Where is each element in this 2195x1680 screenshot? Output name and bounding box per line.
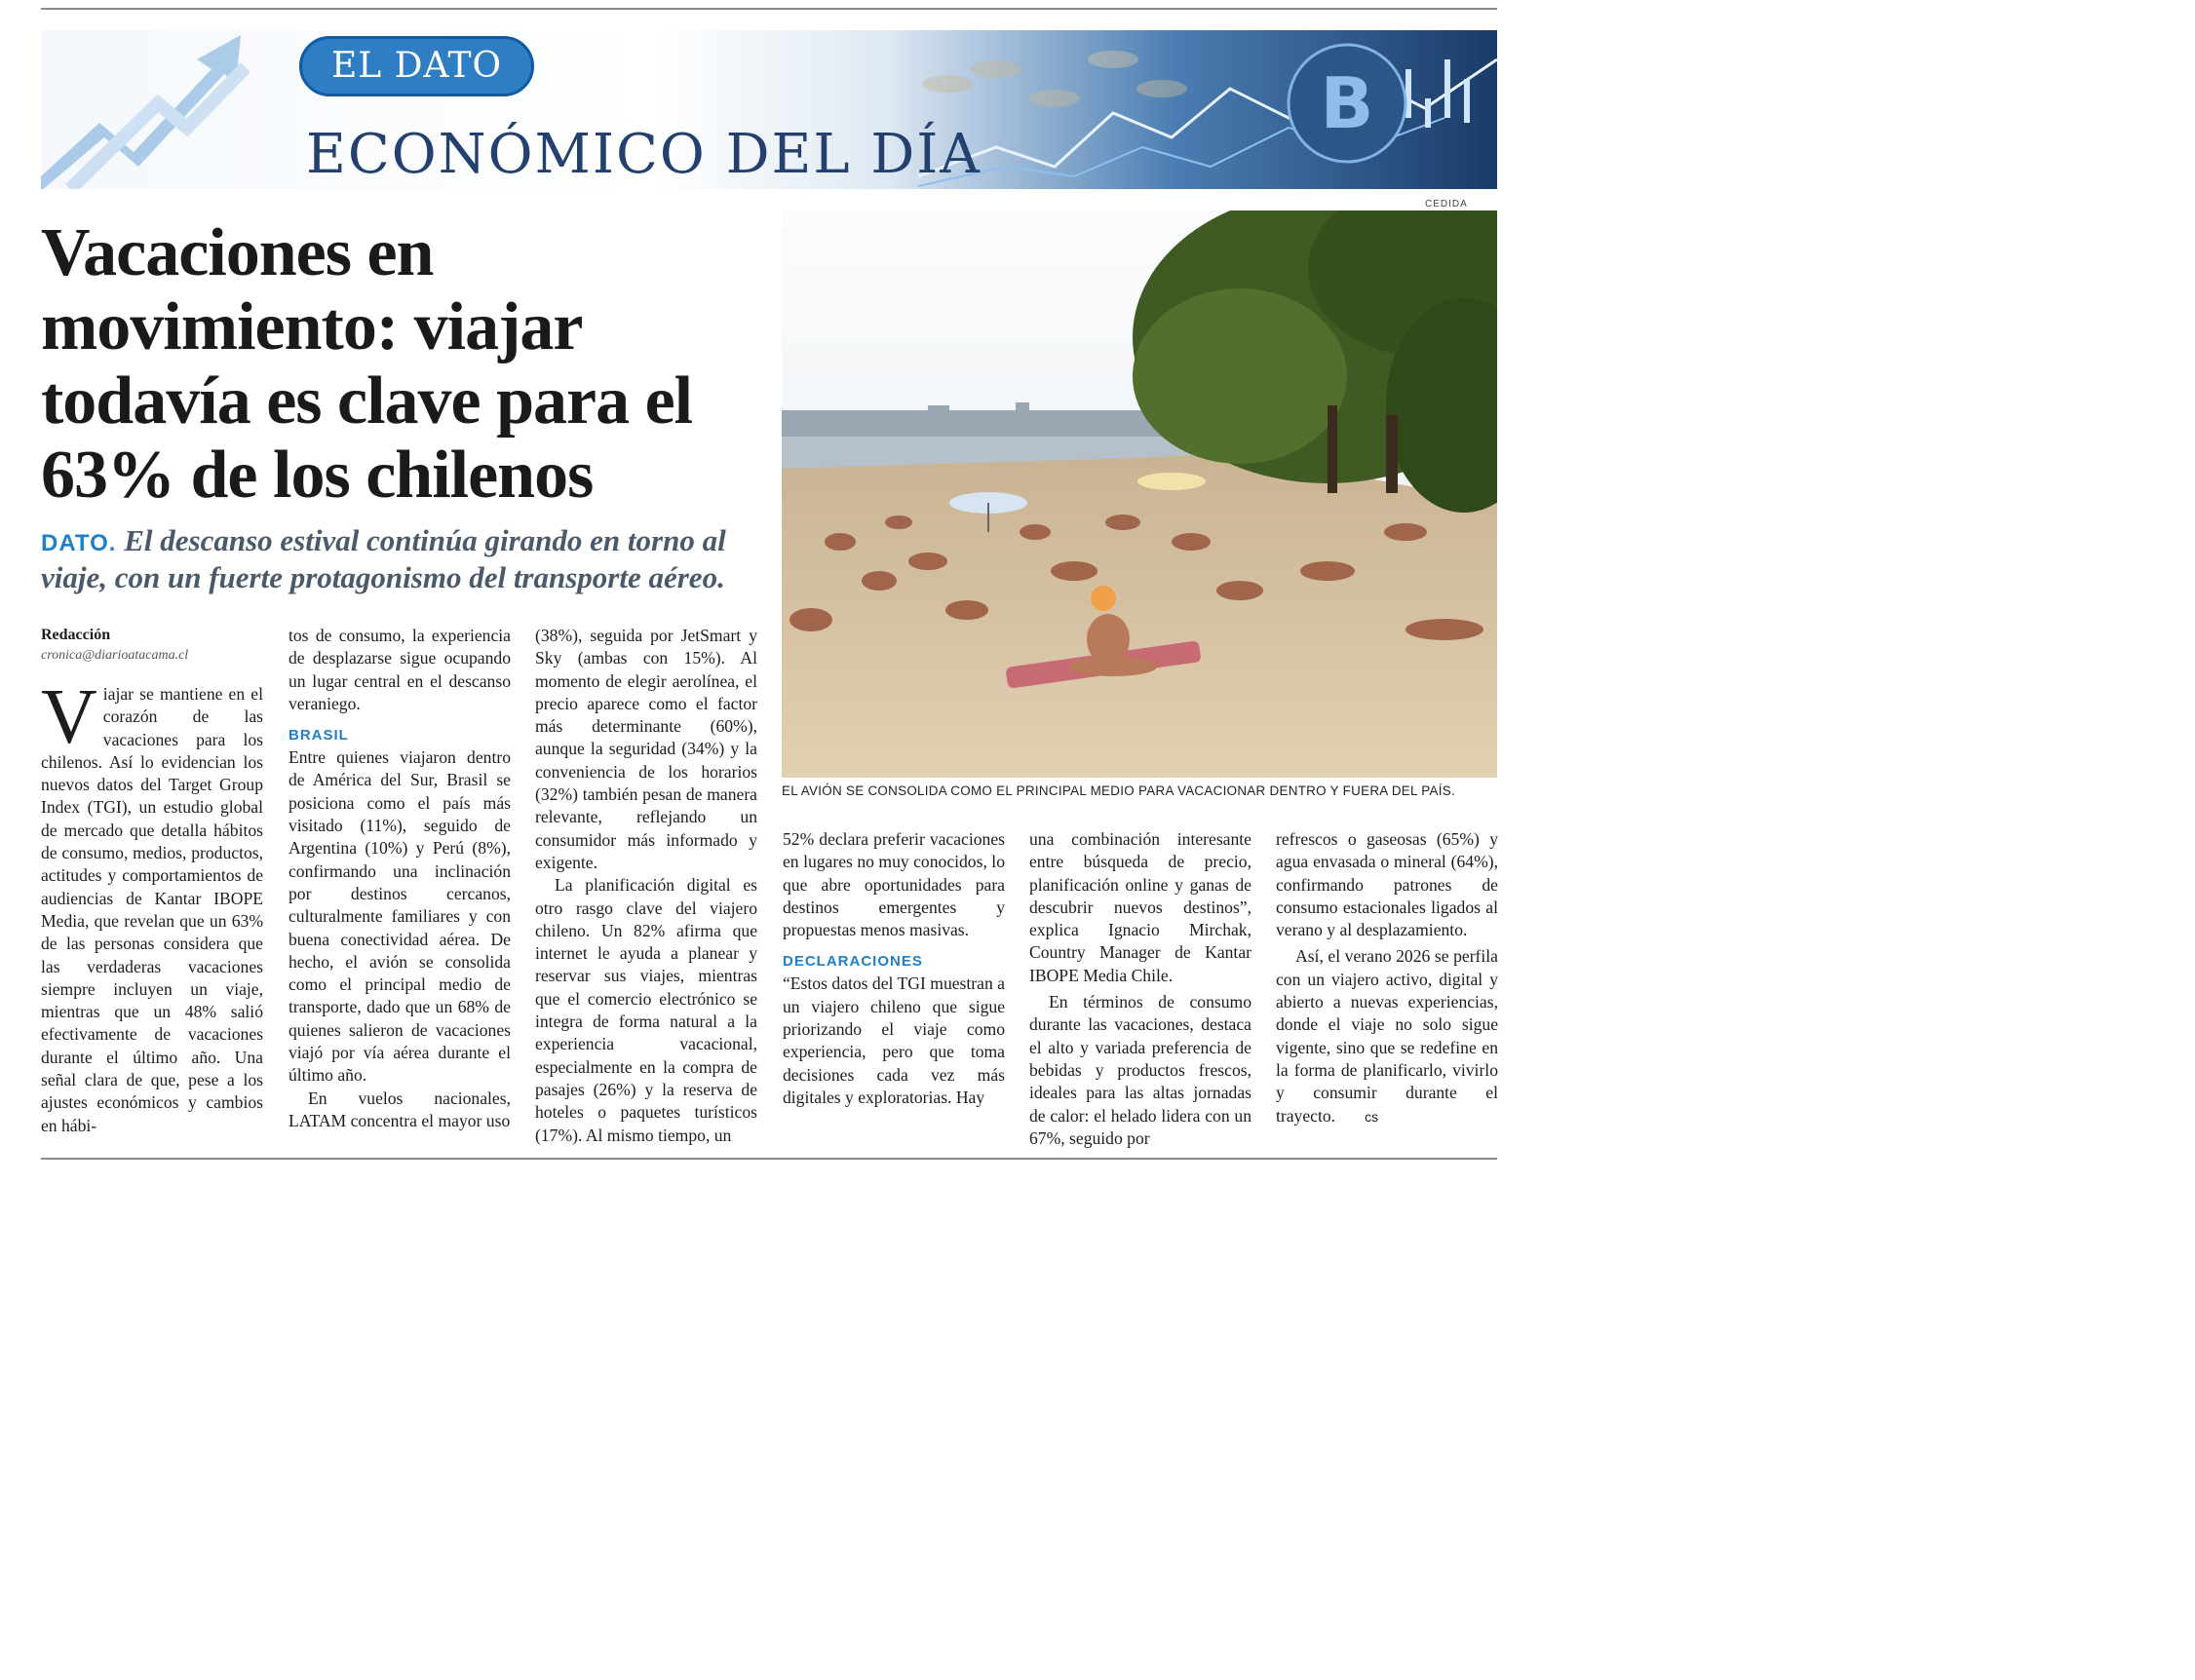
coins-icon xyxy=(922,51,1187,107)
column-1-text xyxy=(41,674,263,1137)
column-5 xyxy=(1029,828,1252,1150)
article-lead xyxy=(41,523,772,594)
column-6 xyxy=(1276,828,1498,1128)
column-2 xyxy=(289,625,511,1132)
column-3-text-b: La planificación digital es otro rasgo clave del viajero chileno. Un 82% afirma que internet le ayuda a planear y reservar sus viajes, mientras que el comercio electrónico se integra de forma natural a la experiencia vacacional, especialmente en la compra de pasajes (26%) y la reserva de hoteles o paquetes turísticos (17%). Al mismo tiempo, un xyxy=(535,875,757,1145)
column-5-text-b: En términos de consumo durante las vacaciones, destaca el alto y variada preferencia de bebidas y productos frescos, ideales para las altas jornadas de calor: el helado lidera con un 67%, seguido por xyxy=(1029,992,1252,1148)
beach-scene-image xyxy=(782,210,1497,778)
column-6-text-a: refrescos o gaseosas (65%) y agua envasada o mineral (64%), confirmando patrones de consumo estacionales ligados al verano y al desplazamiento. xyxy=(1276,829,1498,940)
photo-credit: CEDIDA xyxy=(1425,199,1468,210)
column-1 xyxy=(41,625,263,1137)
growth-arrows-icon xyxy=(41,35,246,189)
subhead-declaraciones: DECLARACIONES xyxy=(783,953,923,971)
author-email[interactable]: cronica@diarioatacama.cl xyxy=(41,648,189,663)
column-4-text-a: 52% declara preferir vacaciones en lugares no muy conocidos, lo que abre oportunidades para destinos emergentes y propuestas menos masivas. xyxy=(783,829,1005,940)
subhead-brasil: BRASIL xyxy=(289,727,349,745)
column-2-text-a: tos de consumo, la experiencia de desplazarse sigue ocupando un lugar central en el descanso veraniego. xyxy=(289,626,511,713)
dropcap: V xyxy=(41,674,97,760)
bottom-rule xyxy=(41,1158,1497,1160)
column-6-text-b xyxy=(1276,945,1498,1127)
column-1-body: iajar se mantiene en el corazón de las vacaciones para los chilenos. Así lo evidencian los nuevos datos del Target Group Index (TGI), un estudio global de mercado que detalla hábitos de consumo, medios, productos, actitudes y comportamientos de audiencias de Kantar IBOPE Media, que revelan que un 63% de las personas considera que las verdaderas vacaciones siempre incluyen un viaje, mientras que un 48% salió efectivamente de vacaciones durante el último año. Una señal clara de que, pese a los ajustes económicos y cambios en hábi- xyxy=(41,684,263,1135)
column-5-text-a: una combinación interesante entre búsqueda de precio, planificación online y ganas de descubrir nuevos destinos”, explica Ignacio Mirchak, Country Manager de Kantar IBOPE Media Chile. xyxy=(1029,829,1252,985)
beach-photo xyxy=(782,210,1497,778)
banner-tag: EL DATO xyxy=(299,36,534,96)
lead-text: El descanso estival continúa girando en torno al viaje, con un fuerte protagonismo del transporte aéreo. xyxy=(41,523,726,594)
column-4 xyxy=(783,828,1005,1109)
sand xyxy=(782,454,1497,778)
lead-tag: DATO. xyxy=(41,530,117,556)
article-headline: Vacaciones en movimiento: viajar todavía es clave para el 63% de los chilenos xyxy=(41,215,693,513)
svg-text:B: B xyxy=(1320,62,1374,144)
byline: Redacción xyxy=(41,627,111,643)
column-3-text-a: (38%), seguida por JetSmart y Sky (ambas con 15%). Al momento de elegir aerolínea, el precio aparece como el factor más determinante (60%), aunque la seguridad (34%) y la conveniencia de los horarios (32%) también pesan de manera relevante, reflejando un consumidor más informado y exigente. xyxy=(535,626,757,872)
end-mark: cs xyxy=(1365,1108,1379,1125)
column-3 xyxy=(535,625,757,1147)
top-rule xyxy=(41,8,1497,10)
banner-title: ECONÓMICO DEL DÍA xyxy=(306,123,982,186)
column-4-text-b: “Estos datos del TGI muestran a un viajero chileno que sigue priorizando el viaje como experiencia, pero que toma decisiones cada vez más digitales y exploratorias. Hay xyxy=(783,974,1005,1107)
column-2-text-c: En vuelos nacionales, LATAM concentra el mayor uso xyxy=(289,1088,511,1130)
section-banner xyxy=(41,30,1497,189)
photo-caption: EL AVIÓN SE CONSOLIDA COMO EL PRINCIPAL MEDIO PARA VACACIONAR DENTRO Y FUERA DEL PAÍS. xyxy=(782,783,1456,798)
column-2-text-b: Entre quienes viajaron dentro de América del Sur, Brasil se posiciona como el país más visitado (11%), seguido de Argentina (10%) y Perú (8%), confirmando una inclinación por destinos cercanos, culturalmente familiares y con buena conectividad aérea. De hecho, el avión se consolida como el principal medio de transporte, dado que un 68% de quienes salieron de vacaciones viajó por vía aérea durante el último año. xyxy=(289,747,511,1086)
column-6-body: Así, el verano 2026 se perfila con un viajero activo, digital y abierto a nuevas experiencias, donde el viaje no solo sigue vigente, sino que se redefine en la forma de planificarlo, vivirlo y consumir durante el trayecto. xyxy=(1276,946,1498,1126)
bitcoin-icon xyxy=(1289,45,1406,162)
market-chart-icon xyxy=(918,59,1497,186)
